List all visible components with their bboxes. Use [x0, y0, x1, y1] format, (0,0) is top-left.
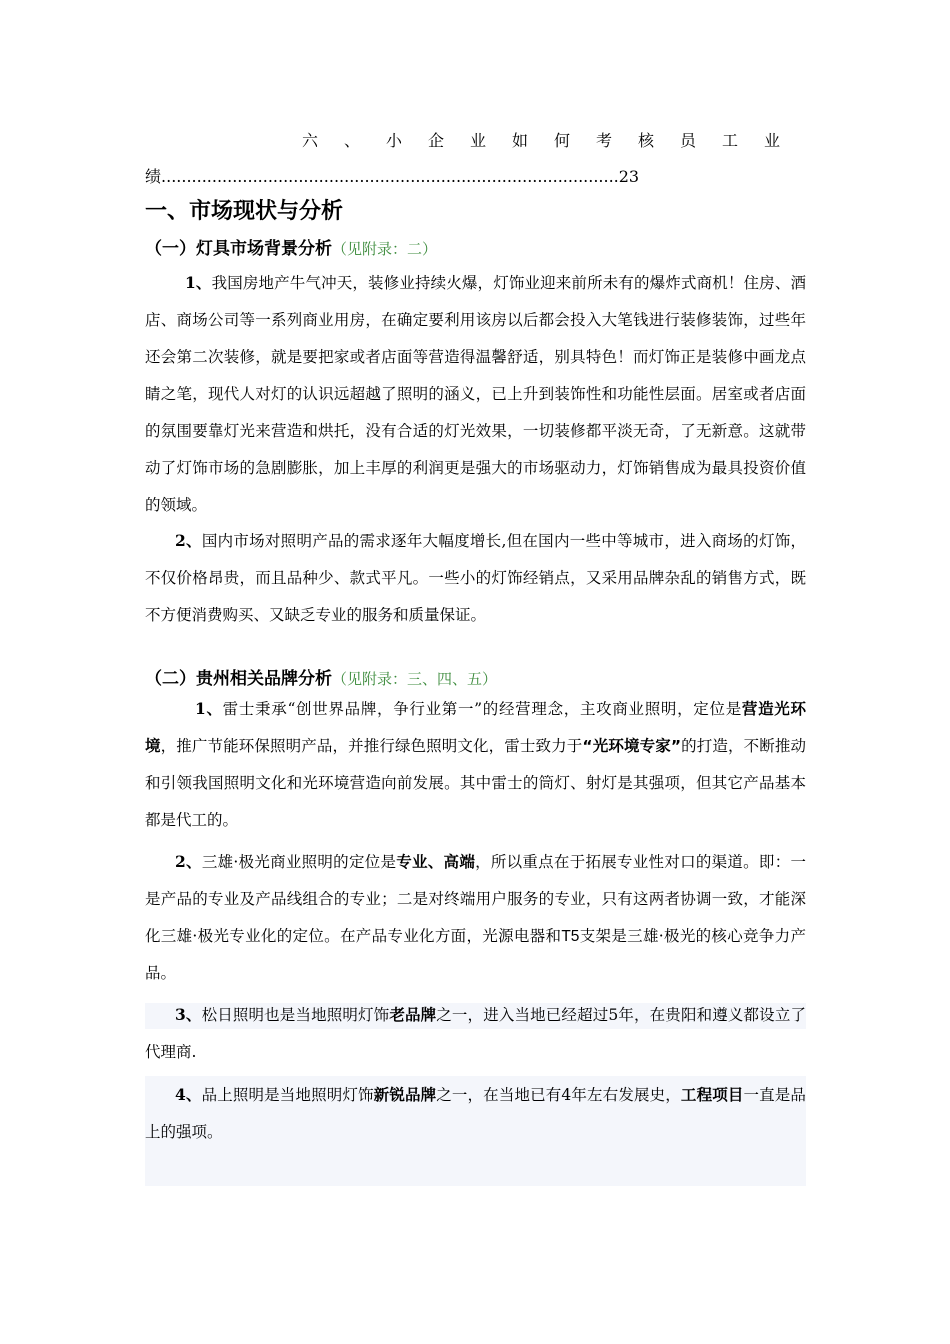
bold-phrase: “光环境专家” [582, 737, 682, 755]
subsection-title: （一）灯具市场背景分析 [145, 239, 332, 259]
paragraph-brand-4 [145, 1076, 806, 1151]
paragraph-text: 三雄·极光商业照明的定位是 [201, 853, 397, 871]
bold-phrase: 专业、高端 [396, 853, 476, 871]
toc-entry-line1: 六、小企业如何考核员工业 [301, 131, 806, 150]
paragraph-number: 1、 [195, 699, 223, 718]
paragraph-text: 支架是三雄·极光的核心竞争力产品。 [145, 927, 806, 982]
paragraph-market-1 [145, 264, 806, 524]
subsection-heading-2 [145, 664, 497, 689]
paragraph-brand-3 [145, 996, 806, 1071]
subsection-heading-1 [145, 234, 437, 259]
section-heading: 一、市场现状与分析 [145, 199, 344, 224]
paragraph-text: 品上照明是当地照明灯饰 [201, 1086, 374, 1104]
paragraph-number: 2、 [175, 531, 202, 550]
paragraph-brand-2 [145, 843, 806, 992]
paragraph-number: 4、 [175, 1085, 202, 1104]
paragraph-text: 之一，进入当地已经超过5年，在贵阳和遵义都设立了代理商. [145, 1006, 806, 1061]
toc-entry-text: 绩 [145, 167, 162, 186]
bold-phrase: 老品牌 [389, 1006, 437, 1024]
paragraph-text: 松日照明也是当地照明灯饰 [201, 1006, 390, 1024]
bold-phrase: 新锐品牌 [373, 1086, 437, 1104]
paragraph-text: ，所以重点在于拓展专业性对口的渠道。即：一是产品的专业及产品线组合的专业；二是对终端用户服务的专业，只有这两者协调一致，才能深化三雄·极光专业化的定位。在产品专业化方面，光源电器和 [145, 853, 806, 945]
paragraph-text: ，推广节能环保照明产品，并推行绿色照明文化，雷士致力于 [160, 737, 583, 755]
paragraph-text: 的打造，不断推动和引领我国照明文化和光环境营造向前发展。其中雷士的筒灯、射灯是其强项，但其它产品基本都是代工的。 [145, 737, 806, 829]
subsection-title: （二）贵州相关品牌分析 [145, 669, 332, 689]
paragraph-number: 1、 [185, 273, 212, 292]
appendix-ref: （见附录：二） [332, 240, 438, 258]
bold-phrase: 营造光环境 [145, 700, 806, 755]
t5-label: T5 [561, 928, 580, 945]
appendix-ref: （见附录：三、四、五） [332, 670, 498, 688]
toc-entry-line2 [145, 164, 806, 187]
paragraph-number: 2、 [175, 852, 202, 871]
toc-leader-dots: .......................................................................................... [161, 167, 619, 186]
bold-phrase: 工程项目 [680, 1086, 744, 1104]
paragraph-brand-1 [145, 690, 806, 839]
paragraph-text: 雷士秉承“创世界品牌，争行业第一”的经营理念，主攻商业照明，定位是 [222, 700, 742, 718]
paragraph-market-2 [145, 522, 806, 634]
paragraph-text: 之一，在当地已有4年左右发展史， [436, 1086, 681, 1104]
paragraph-text: 国内市场对照明产品的需求逐年大幅度增长,但在国内一些中等城市，进入商场的灯饰，不仅价格昂贵，而且品种少、款式平凡。一些小的灯饰经销点，又采用品牌杂乱的销售方式，既不方便消费购买、又缺乏专业的服务和质量保证。 [145, 532, 806, 624]
paragraph-text: 一直是品上的强项。 [145, 1086, 806, 1141]
paragraph-text: 我国房地产牛气冲天，装修业持续火爆，灯饰业迎来前所未有的爆炸式商机！住房、酒店、商场公司等一系列商业用房，在确定要利用该房以后都会投入大笔钱进行装修装饰，过些年还会第二次装修，就是要把家或者店面等营造得温馨舒适，别具特色！而灯饰正是装修中画龙点睛之笔，现代人对灯的认识远超越了照明的涵义，已上升到装饰性和功能性层面。居室或者店面的氛围要靠灯光来营造和烘托，没有合适的灯光效果，一切装修都平淡无奇，了无新意。这就带动了灯饰市场的急剧膨胀，加上丰厚的利润更是强大的市场驱动力，灯饰销售成为最具投资价值的领域。 [145, 274, 806, 514]
paragraph-number: 3、 [175, 1005, 202, 1024]
toc-page-number: 23 [618, 167, 640, 186]
